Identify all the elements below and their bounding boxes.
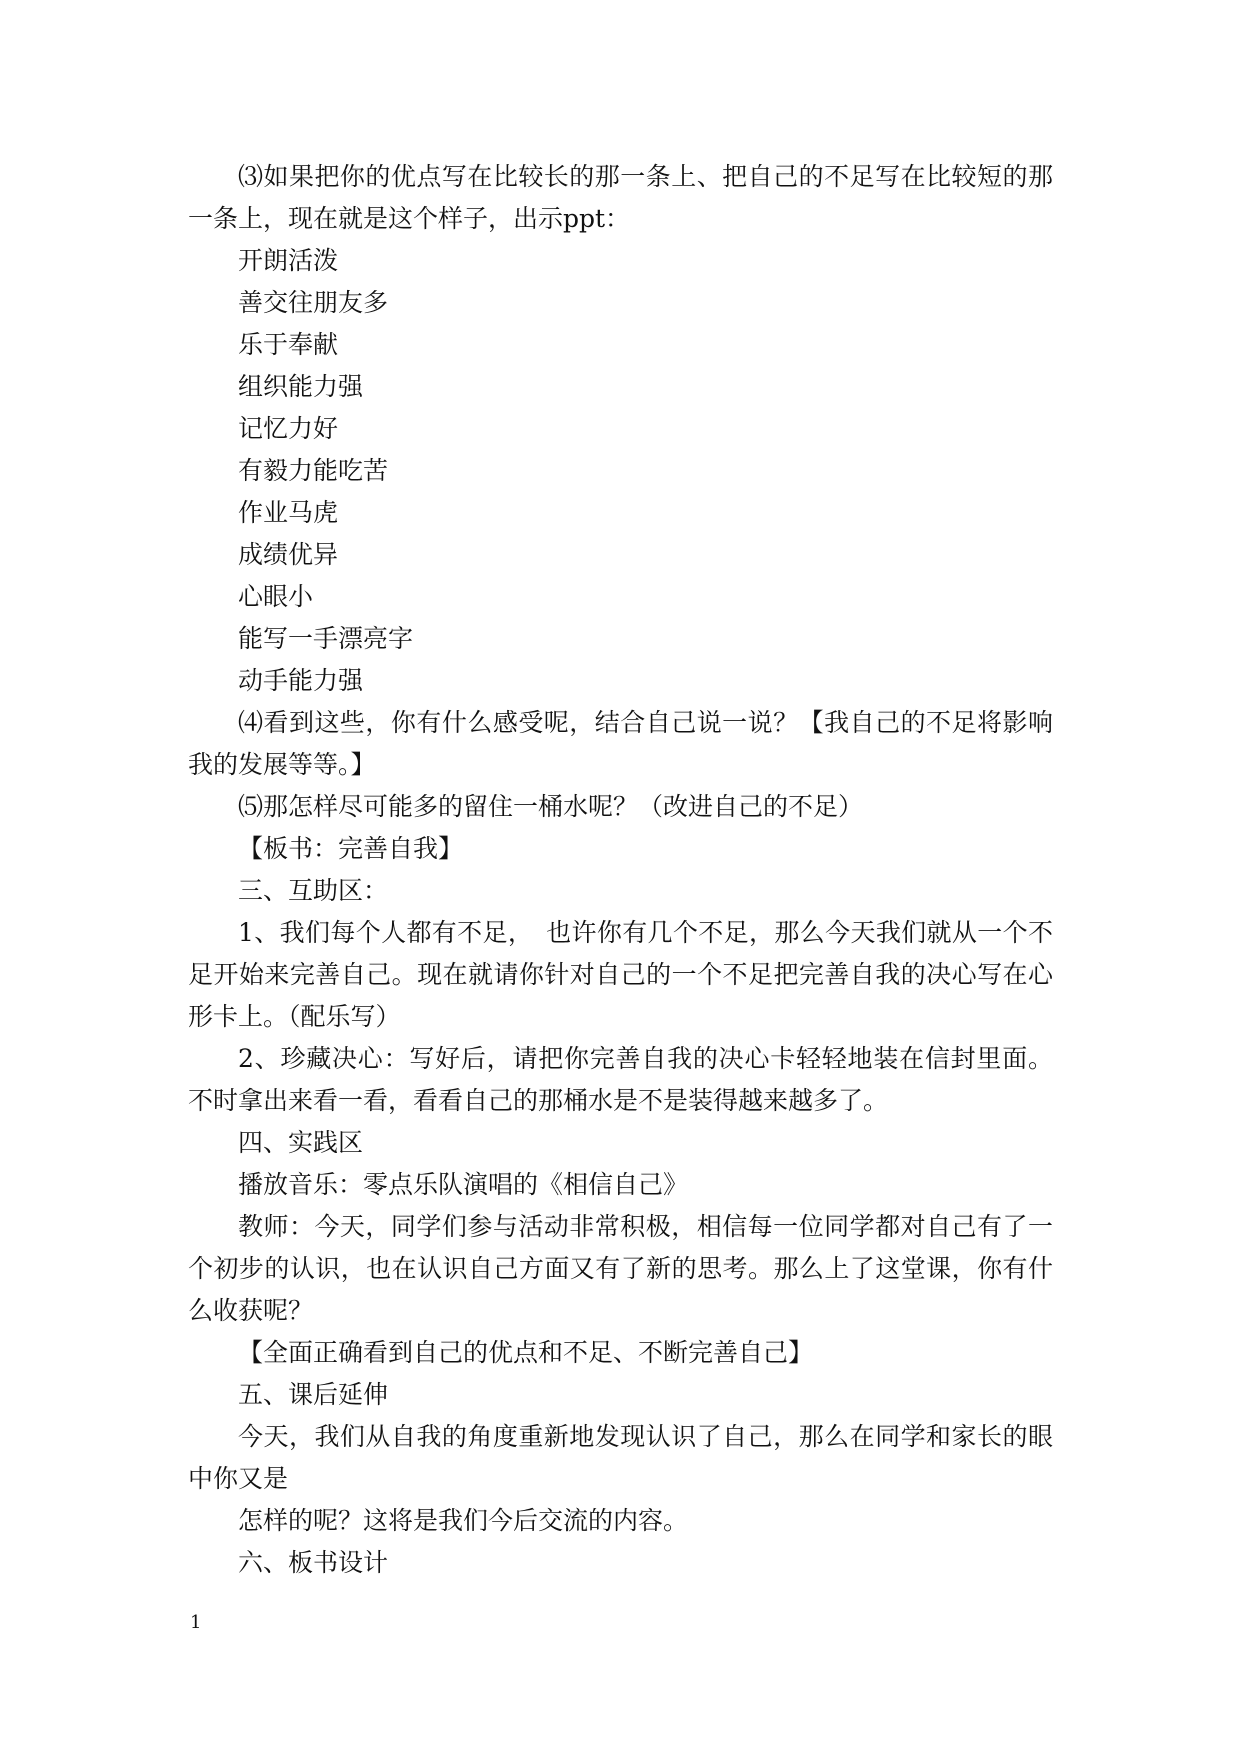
document-body [188, 156, 1053, 1584]
section-heading: 五、课后延伸 [238, 1380, 389, 1409]
paragraph: 【全面正确看到自己的优点和不足、不断完善自己】 [238, 1338, 814, 1367]
paragraph: 播放音乐：零点乐队演唱的《相信自己》 [238, 1170, 689, 1199]
section-heading: 六、板书设计 [238, 1548, 389, 1577]
paragraph: 怎样的呢？这将是我们今后交流的内容。 [238, 1506, 689, 1535]
trait-list [188, 240, 1053, 702]
list-item: 成绩优异 [238, 540, 339, 569]
list-item: 动手能力强 [238, 666, 364, 695]
paragraph: ⑸那怎样尽可能多的留住一桶水呢？（改进自己的不足） [238, 792, 864, 821]
paragraph: ⑷看到这些，你有什么感受呢，结合自己说一说？【我自己的不足将影响我的发展等等。】 [188, 708, 1053, 779]
paragraph: 教师：今天，同学们参与活动非常积极，相信每一位同学都对自己有了一个初步的认识，也在认识自己方面又有了新的思考。那么上了这堂课，你有什么收获呢？ [188, 1212, 1053, 1325]
list-item: 乐于奉献 [238, 330, 339, 359]
paragraph: 1、我们每个人都有不足， 也许你有几个不足，那么今天我们就从一个不足开始来完善自己。现在就请你针对自己的一个不足把完善自我的决心写在心形卡上。（配乐写） [188, 918, 1053, 1031]
list-item: 组织能力强 [238, 372, 364, 401]
section-heading: 四、实践区 [238, 1128, 364, 1157]
list-item: 开朗活泼 [238, 246, 339, 275]
list-item: 能写一手漂亮字 [238, 624, 414, 653]
list-item: 善交往朋友多 [238, 288, 389, 317]
section-heading: 三、互助区： [238, 876, 389, 905]
list-item: 作业马虎 [238, 498, 339, 527]
paragraph: 2、珍藏决心：写好后，请把你完善自我的决心卡轻轻地装在信封里面。不时拿出来看一看，看看自己的那桶水是不是装得越来越多了。 [188, 1044, 1053, 1115]
list-item: 心眼小 [238, 582, 314, 611]
page-number: 1 [190, 1612, 202, 1633]
paragraph: 【板书：完善自我】 [238, 834, 464, 863]
list-item: 记忆力好 [238, 414, 339, 443]
paragraph: ⑶如果把你的优点写在比较长的那一条上、把自己的不足写在比较短的那一条上，现在就是这个样子，出示ppt： [188, 162, 1053, 233]
list-item: 有毅力能吃苦 [238, 456, 389, 485]
paragraph: 今天，我们从自我的角度重新地发现认识了自己，那么在同学和家长的眼中你又是 [188, 1422, 1053, 1493]
